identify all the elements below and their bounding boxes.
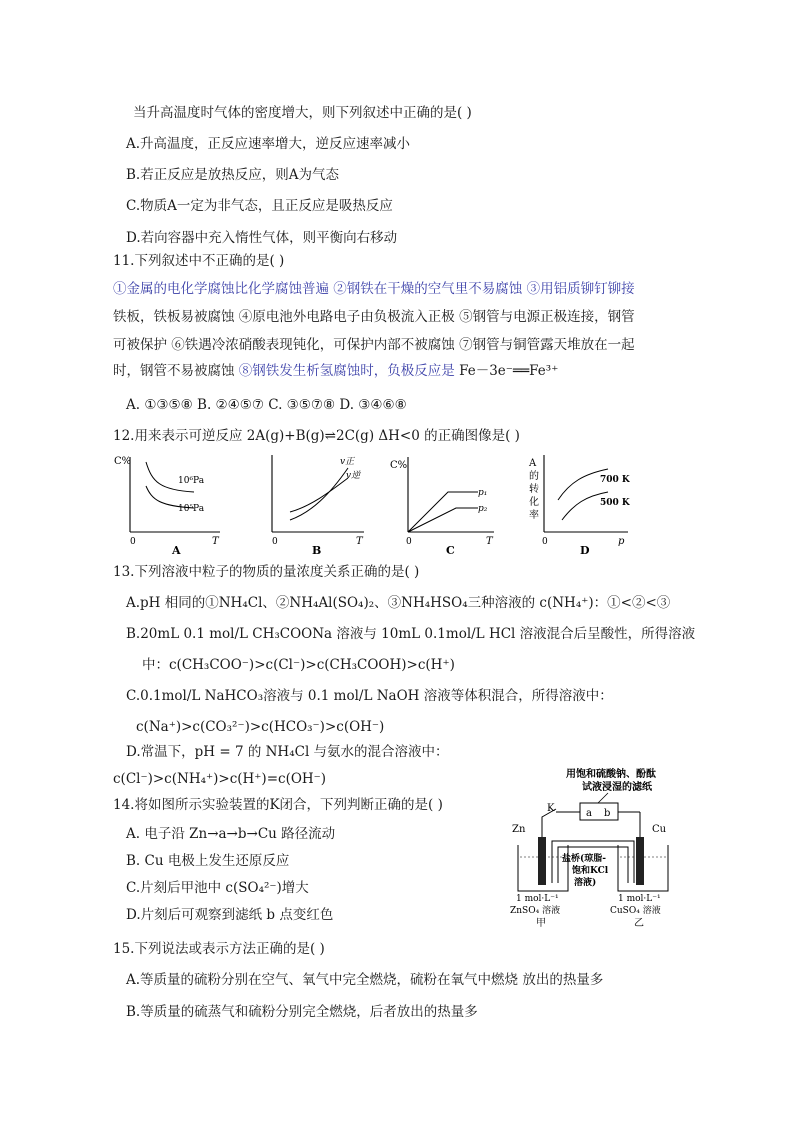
graph-d-xlabel: p [618,536,625,547]
graph-d-letter: D [580,544,590,557]
graph-c-curve-2 [408,508,478,532]
q15-option-a: A.等质量的硫粉分别在空气、氧气中完全燃烧，硫粉在氧气中燃烧 放出的热量多 [126,972,604,988]
graph-a-ylabel: C% [114,456,132,467]
q13-option-d-line-2: c(Cl⁻)>c(NH₄⁺)>c(H⁺)=c(OH⁻) [113,771,327,787]
graph-b-curve-2 [290,478,348,512]
q14-option-d: D.片刻后可观察到滤纸 b 点变红色 [126,907,334,923]
graph-c-origin: 0 [406,537,412,547]
q14-option-b: B. Cu 电极上发生还原反应 [126,853,290,869]
q11-line-3: 可被保护 ⑥铁遇冷浓硝酸表现钝化，可保护内部不被腐蚀 ⑦钢管与铜管露天堆放在一起 [113,337,635,353]
q11-options: A. ①③⑤⑧ B. ②④⑤⑦ C. ③⑤⑦⑧ D. ③④⑥⑧ [126,397,407,413]
graph-b-label-2: v逆 [346,471,361,481]
diagram-zn-electrode [538,837,546,885]
diagram-bridge-label-2: 饱和KCl [572,866,609,876]
q13-option-d-line-1: D.常温下，pH = 7 的 NH₄Cl 与氨水的混合溶液中： [126,744,449,760]
graph-d-origin: 0 [542,537,548,547]
diagram-k-label: K [547,803,555,814]
q14-option-c: C.片刻后甲池中 c(SO₄²⁻)增大 [126,880,309,896]
q13-option-a: A.pH 相同的①NH₄Cl、②NH₄Al(SO₄)₂、③NH₄HSO₄三种溶液的 c(NH₄⁺)：①<②<③ [126,595,671,611]
q14-stem: 14.将如图所示实验装置的K闭合，下列判断正确的是( ) [113,797,443,813]
diagram-left-name: 甲 [536,918,546,929]
q11-line-4b: ⑧钢铁发生析氢腐蚀时，负极反应是 [238,363,455,379]
diagram-cu-electrode [636,837,644,885]
graph-c-label-1: p₁ [478,488,488,498]
graph-a-origin: 0 [130,537,136,547]
graph-c-curve-1 [408,492,478,532]
graph-a-xlabel: T [212,536,219,547]
q12-graph-d [520,452,640,557]
diagram-point-a: a [586,808,592,819]
graph-b-curve-1 [290,468,348,520]
q13-option-c-line-2: c(Na⁺)>c(CO₃²⁻)>c(HCO₃⁻)>c(OH⁻) [136,719,385,735]
q14-apparatus-diagram [500,765,700,930]
q15-stem: 15.下列说法或表示方法正确的是( ) [113,941,325,957]
graph-a-letter: A [172,544,181,557]
diagram-bridge-label-1: 盐桥(琼脂- [562,854,606,864]
q10-option-b: B.若正反应是放热反应，则A为气态 [126,167,339,183]
q12-graph-b [256,452,376,557]
q13-stem: 13.下列溶液中粒子的物质的量浓度关系正确的是( ) [113,564,420,580]
q11-line-1: ①金属的电化学腐蚀比化学腐蚀普遍 ②钢铁在干燥的空气里不易腐蚀 ③用铝质铆钉铆接 [113,281,635,297]
graph-a-label-2: 10⁵Pa [178,504,205,514]
q10-option-d: D.若向容器中充入惰性气体，则平衡向右移动 [126,230,398,246]
diagram-right-conc: 1 mol·L⁻¹ [618,894,661,904]
q11-line-4c: Fe－3e⁻══Fe³⁺ [454,363,559,379]
diagram-left-conc: 1 mol·L⁻¹ [516,894,559,904]
q12-stem: 12.用来表示可逆反应 2A(g)+B(g)⇌2C(g) ΔH<0 的正确图像是( ) [113,428,520,444]
graph-c-letter: C [446,544,455,557]
diagram-right-name: 乙 [634,918,644,929]
graph-c-ylabel: C% [390,460,408,471]
diagram-paper-label-1: 用饱和硫酸钠、酚酞 [566,769,656,780]
q10-option-c: C.物质A一定为非气态，且正反应是吸热反应 [126,198,393,214]
graph-d-label-2: 500 K [600,498,630,508]
q15-option-b: B.等质量的硫蒸气和硫粉分别完全燃烧，后者放出的热量多 [126,1004,478,1020]
q11-line-2: 铁板，铁板易被腐蚀 ④原电池外电路电子由负极流入正极 ⑤钢管与电源正极连接，钢管 [113,309,635,325]
diagram-paper-label-2: 试液浸湿的滤纸 [582,782,652,793]
q10-stem: 当升高温度时气体的密度增大，则下列叙述中正确的是( ) [133,105,472,121]
q12-graph-a [108,452,228,557]
q11-stem: 11.下列叙述中不正确的是( ) [113,253,285,269]
graph-b-origin: 0 [272,537,278,547]
q13-option-b-line-1: B.20mL 0.1 mol/L CH₃COONa 溶液与 10mL 0.1mol/L HCl 溶液混合后呈酸性，所得溶液 [126,626,696,642]
graph-d-ylabel: A 的 转 化 率 [529,458,539,521]
graph-b-label-1: v正 [340,457,355,467]
graph-c-xlabel: T [486,536,493,547]
graph-c-label-2: p₂ [478,504,488,514]
q13-option-b-line-2: 中：c(CH₃COO⁻)>c(Cl⁻)>c(CH₃COOH)>c(H⁺) [142,657,455,673]
diagram-left-solution: ZnSO₄ 溶液 [510,906,561,916]
diagram-point-b: b [604,808,611,819]
diagram-bridge-label-3: 溶液) [574,878,597,888]
diagram-cu-label: Cu [652,824,667,835]
q11-line-4a: 时，钢管不易被腐蚀 [113,363,239,379]
q13-option-c-line-1: C.0.1mol/L NaHCO₃溶液与 0.1 mol/L NaOH 溶液等体积混合，所得溶液中： [126,688,613,704]
graph-d-label-1: 700 K [600,475,630,485]
graph-a-label-1: 10⁶Pa [178,476,205,486]
q10-option-a: A.升高温度，正反应速率增大，逆反应速率减小 [126,136,411,152]
q11-line-4 [113,362,558,380]
diagram-right-solution: CuSO₄ 溶液 [610,906,661,916]
q14-option-a: A. 电子沿 Zn→a→b→Cu 路径流动 [126,826,336,842]
graph-b-xlabel: T [356,536,363,547]
diagram-zn-label: Zn [512,824,526,835]
graph-b-letter: B [312,544,322,557]
q12-graph-c [382,452,502,557]
